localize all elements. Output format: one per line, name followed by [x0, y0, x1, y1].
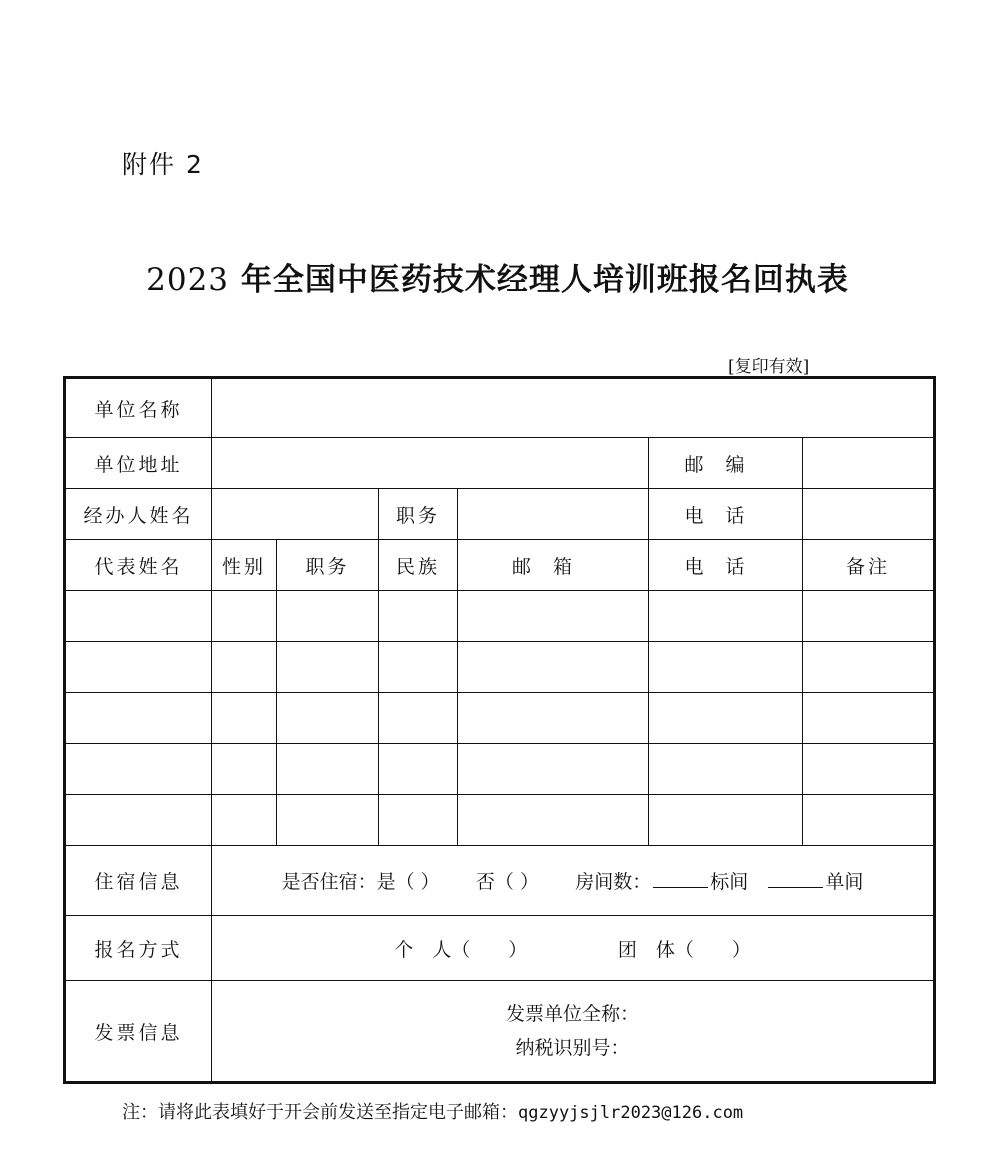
footer-note-text: 注：请将此表填好于开会前发送至指定电子邮箱：	[122, 1102, 518, 1123]
lodging-question: 是否住宿：是（ ）	[281, 871, 440, 893]
invoice-cell[interactable]	[212, 981, 935, 1083]
lodging-cell[interactable]	[212, 846, 935, 916]
single-room-blank[interactable]	[768, 869, 823, 888]
lodging-label: 住宿信息	[65, 846, 212, 916]
handler-phone-cell[interactable]	[803, 489, 935, 540]
standard-room-label: 标间	[710, 871, 749, 893]
room-count-label: 房间数：	[575, 871, 652, 893]
rep-row[interactable]	[65, 795, 935, 846]
unit-name-label: 单位名称	[65, 378, 212, 438]
rep-phone-header: 电话	[649, 540, 803, 591]
invoice-taxid-label: 纳税识别号：	[515, 1037, 630, 1059]
unit-name-cell[interactable]	[212, 378, 935, 438]
signup-group[interactable]: 团 体（ ）	[617, 938, 751, 961]
standard-room-blank[interactable]	[653, 869, 708, 888]
handler-name-cell[interactable]	[212, 489, 379, 540]
handler-position-cell[interactable]	[458, 489, 649, 540]
footer-note	[122, 1098, 743, 1124]
lodging-no: 否（ ）	[475, 871, 539, 893]
invoice-label: 发票信息	[65, 981, 212, 1083]
signup-method-cell[interactable]	[212, 916, 935, 981]
postcode-cell[interactable]	[803, 438, 935, 489]
rep-row[interactable]	[65, 744, 935, 795]
invoice-fullname-label: 发票单位全称：	[506, 1003, 640, 1025]
title-year: 2023	[146, 262, 230, 298]
rep-row[interactable]	[65, 642, 935, 693]
copy-valid-note: [复印有效]	[728, 357, 810, 377]
attachment-label: 附件 2	[122, 150, 204, 179]
rep-email-header: 邮箱	[458, 540, 649, 591]
rep-ethnicity-header: 民族	[379, 540, 458, 591]
rep-row[interactable]	[65, 591, 935, 642]
rep-row[interactable]	[65, 693, 935, 744]
single-room-label: 单间	[825, 871, 864, 893]
footer-email[interactable]: qgzyyjsjlr2023@126.com	[518, 1103, 744, 1123]
signup-method-label: 报名方式	[65, 916, 212, 981]
rep-position-header: 职务	[277, 540, 379, 591]
handler-name-label: 经办人姓名	[65, 489, 212, 540]
title-text: 年全国中医药技术经理人培训班报名回执表	[229, 262, 849, 298]
rep-gender-header: 性别	[212, 540, 277, 591]
registration-form-table	[63, 376, 936, 1084]
handler-position-label: 职务	[379, 489, 458, 540]
rep-header-row	[65, 540, 935, 591]
unit-address-label: 单位地址	[65, 438, 212, 489]
signup-individual[interactable]: 个 人（ ）	[394, 938, 528, 961]
rep-name-header: 代表姓名	[65, 540, 212, 591]
postcode-label: 邮编	[649, 438, 803, 489]
page-title	[0, 254, 995, 299]
rep-remarks-header: 备注	[803, 540, 935, 591]
unit-address-cell[interactable]	[212, 438, 649, 489]
handler-phone-label: 电话	[649, 489, 803, 540]
